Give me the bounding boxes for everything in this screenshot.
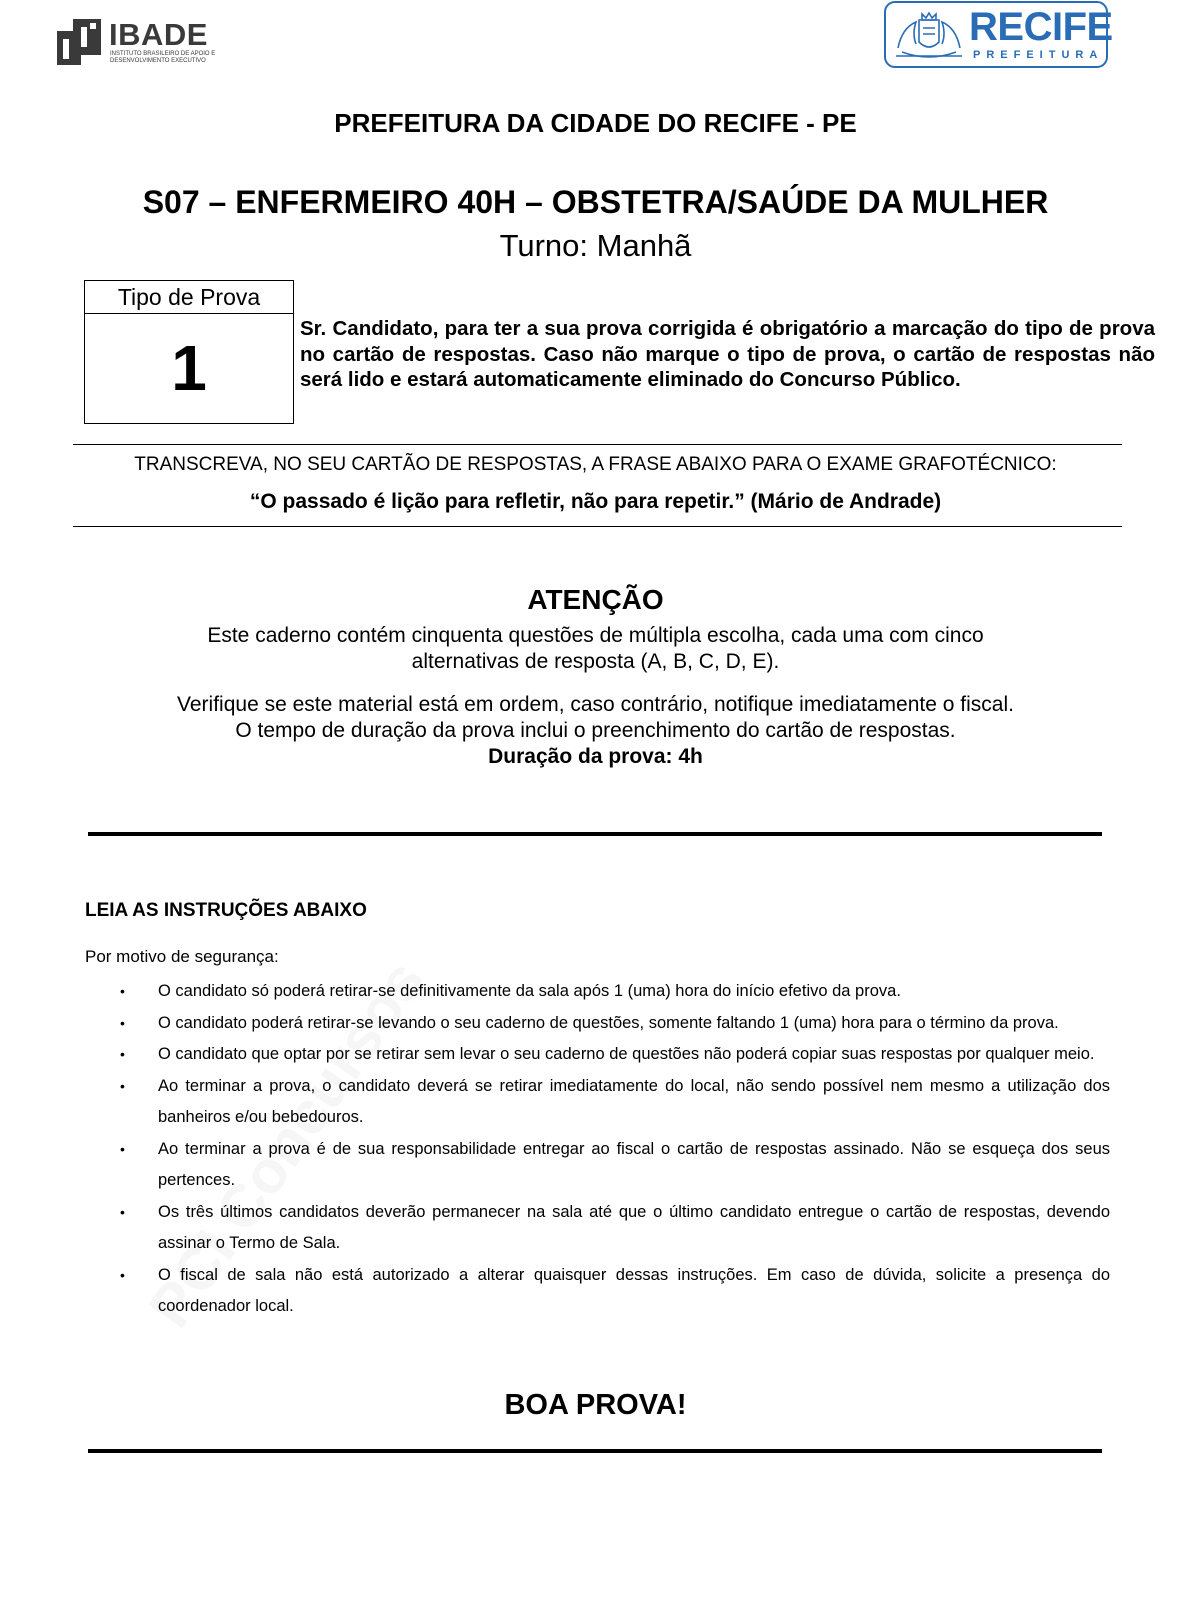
recife-logo (884, 1, 1113, 68)
divider (73, 526, 1122, 527)
exam-type-number: 1 (171, 332, 207, 404)
instructions-intro: Por motivo de segurança: (85, 947, 279, 966)
instruction-text: Ao terminar a prova, o candidato deverá se retirar imediatamente do local, não sendo possível nem mesmo a utilização dos banheiros e/ou bebedouros. (158, 1076, 1110, 1126)
bullet-icon: • (120, 1077, 125, 1094)
exam-type-label: Tipo de Prova (85, 281, 293, 314)
closing-message: BOA PROVA! (504, 1389, 687, 1421)
bullet-icon: • (120, 983, 125, 999)
attention-paragraph-2-line-1: Verifique se este material está em ordem, caso contrário, notifique imediatamente o fiscal. (177, 693, 1014, 716)
instruction-text: Os três últimos candidatos deverão permanecer na sala até que o último candidato entregue o cartão de respostas, devendo assinar o Termo de Sala. (158, 1202, 1110, 1252)
ibade-name: IBADE (109, 17, 208, 52)
recife-name: RECIFE (969, 5, 1113, 49)
attention-paragraph-1-line-1: Este caderno contém cinquenta questões de múltipla escolha, cada uma com cinco (207, 624, 984, 647)
exam-type-box (84, 280, 294, 424)
recife-subtitle: PREFEITURA (973, 49, 1104, 61)
exam-title: S07 – ENFERMEIRO 40H – OBSTETRA/SAÚDE DA MULHER (142, 184, 1049, 220)
ibade-subtitle: INSTITUTO BRASILEIRO DE APOIO E DESENVOLVIMENTO EXECUTIVO (110, 51, 216, 64)
bullet-icon: • (120, 1140, 125, 1157)
attention-paragraph-2-line-2: O tempo de duração da prova inclui o preenchimento do cartão de respostas. (235, 718, 956, 742)
exam-type-notice: Sr. Candidato, para ter a sua prova corrigida é obrigatório a marcação do tipo de prova no cartão de respostas. Caso não marque o tipo de prova, o cartão de respostas não será lido e estará automaticamente eliminado do Concurso Público. (300, 317, 1155, 391)
instruction-text: O candidato que optar por se retirar sem levar o seu caderno de questões não poderá copiar suas respostas por qualquer meio. (158, 1045, 1095, 1063)
attention-paragraph-1-line-2: alternativas de resposta (A, B, C, D, E). (411, 649, 780, 673)
ibade-logo-icon (57, 19, 101, 65)
bullet-icon: • (120, 1203, 125, 1220)
ibade-logo (57, 17, 227, 67)
exam-duration: Duração da prova: 4h (488, 745, 703, 768)
divider-thick (88, 1449, 1102, 1453)
instruction-item (120, 1039, 1110, 1071)
instructions-heading: LEIA AS INSTRUÇÕES ABAIXO (85, 900, 367, 921)
instruction-item (120, 1008, 1110, 1040)
attention-paragraph-2 (0, 692, 1191, 743)
instruction-text: O candidato só poderá retirar-se definitivamente da sala após 1 (uma) hora do início efetivo da prova. (158, 982, 901, 1000)
organization-title: PREFEITURA DA CIDADE DO RECIFE - PE (334, 108, 857, 138)
instruction-text: Ao terminar a prova é de sua responsabilidade entregar ao fiscal o cartão de respostas assinado. Não se esqueça dos seus pertences. (158, 1139, 1110, 1189)
bullet-icon: • (120, 1014, 125, 1031)
bullet-icon: • (120, 1046, 125, 1062)
attention-title: ATENÇÃO (527, 584, 664, 615)
attention-paragraph-1 (0, 623, 1191, 674)
instruction-item (120, 976, 1110, 1008)
transcription-label: TRANSCREVA, NO SEU CARTÃO DE RESPOSTAS, A FRASE ABAIXO PARA O EXAME GRAFOTÉCNICO: (134, 454, 1057, 475)
instruction-item (120, 1260, 1110, 1323)
exam-shift: Turno: Manhã (499, 228, 692, 263)
bullet-icon: • (120, 1266, 125, 1283)
recife-coat-of-arms-icon (892, 8, 966, 63)
instruction-text: O fiscal de sala não está autorizado a alterar quaisquer dessas instruções. Em caso de dúvida, solicite a presença do coordenador local. (158, 1265, 1110, 1315)
divider (73, 444, 1122, 445)
transcription-quote: “O passado é lição para refletir, não para repetir.” (Mário de Andrade) (249, 490, 942, 513)
instruction-text: O candidato poderá retirar-se levando o seu caderno de questões, somente faltando 1 (uma) hora para o término da prova. (158, 1013, 1059, 1032)
divider-thick (88, 832, 1102, 836)
